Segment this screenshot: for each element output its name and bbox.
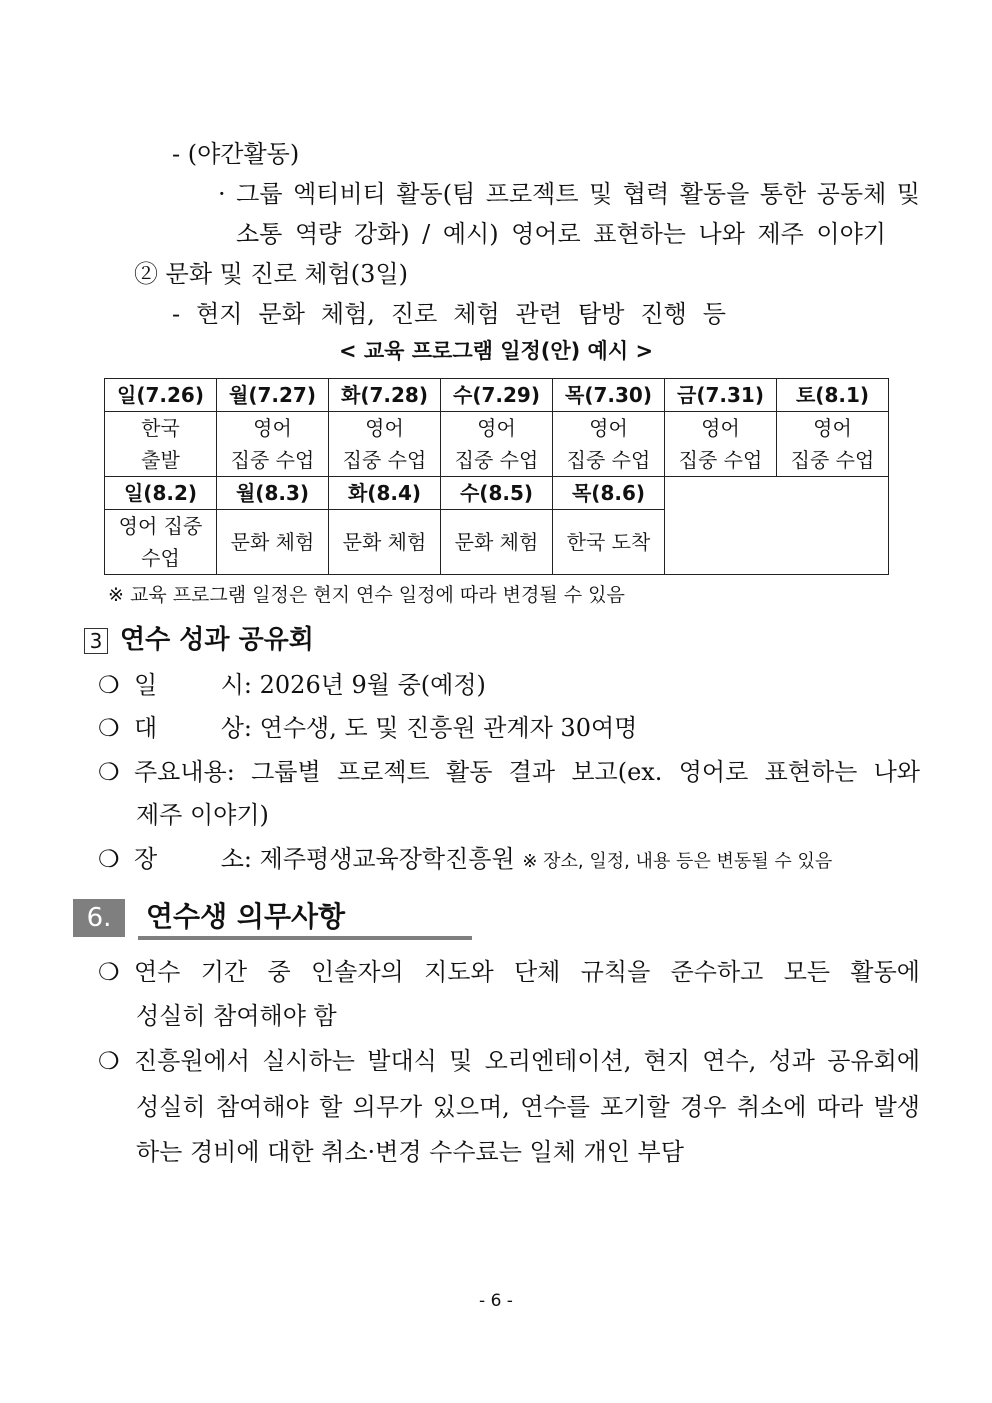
activity-cell: 문화 체험: [217, 510, 329, 575]
sharing-target-row: [98, 711, 637, 745]
table-row: [105, 477, 889, 510]
duty-item-2-line-1: 진흥원에서 실시하는 발대식 및 오리엔테이션, 현지 연수, 성과 공유회에: [134, 1047, 920, 1075]
empty-cell: [665, 477, 889, 575]
page-number: - 6 -: [479, 1291, 513, 1311]
activity-line: 집중 수업: [454, 448, 539, 472]
activity-cell: 문화 체험: [329, 510, 441, 575]
day-cell: 화(8.4): [329, 477, 441, 510]
culture-detail: - 현지 문화 체험, 진로 체험 관련 탐방 진행 등: [172, 300, 726, 328]
section-title-underline: [138, 936, 472, 940]
date-value: 2026년 9월 중(예정): [259, 671, 486, 699]
activity-cell: [553, 412, 665, 477]
sharing-heading: [84, 622, 314, 658]
bullet-circle-icon: ❍: [98, 958, 120, 986]
day-cell: 토(8.1): [777, 379, 889, 412]
day-cell: 수(7.29): [441, 379, 553, 412]
table-row: [105, 412, 889, 477]
bullet-circle-icon: ❍: [98, 714, 120, 742]
bullet-circle-icon: ❍: [98, 671, 120, 699]
schedule-caption: < 교육 프로그램 일정(안) 예시 >: [338, 339, 654, 363]
section-title: 연수생 의무사항: [146, 900, 346, 933]
date-label: 일 시:: [134, 671, 252, 699]
activity-line: 영어 집중: [118, 514, 203, 538]
activity-cell: 한국 도착: [553, 510, 665, 575]
day-cell: 일(7.26): [105, 379, 217, 412]
sharing-content-row: [98, 755, 920, 789]
day-cell: 목(7.30): [553, 379, 665, 412]
activity-line: 한국: [141, 416, 180, 440]
content-value-line-2: 제주 이야기): [136, 801, 269, 829]
day-cell: 화(7.28): [329, 379, 441, 412]
activity-cell: [441, 412, 553, 477]
sharing-title: 연수 성과 공유회: [120, 625, 314, 655]
activity-line: 영어: [701, 416, 740, 440]
target-value: 연수생, 도 및 진흥원 관계자 30여명: [259, 714, 638, 742]
place-label: 장 소:: [134, 845, 252, 873]
section-number-box: 3: [84, 628, 108, 654]
place-value: 제주평생교육장학진흥원: [259, 845, 515, 873]
activity-line: 영어: [365, 416, 404, 440]
activity-cell: [105, 412, 217, 477]
schedule-note: ※ 교육 프로그램 일정은 현지 연수 일정에 따라 변경될 수 있음: [108, 584, 625, 606]
duty-item-1: [98, 955, 920, 989]
activity-line: 출발: [141, 448, 180, 472]
bullet-circle-icon: ❍: [98, 758, 120, 786]
activity-cell: [105, 510, 217, 575]
day-cell: 수(8.5): [441, 477, 553, 510]
night-activity-heading: - (야간활동): [172, 140, 300, 168]
group-activity-line-2: 소통 역량 강화) / 예시) 영어로 표현하는 나와 제주 이야기: [236, 220, 886, 248]
activity-line: 수업: [141, 546, 180, 570]
day-cell: 월(7.27): [217, 379, 329, 412]
day-cell: 일(8.2): [105, 477, 217, 510]
activity-cell: [329, 412, 441, 477]
duty-item-1-line-2: 성실히 참여해야 함: [136, 1002, 337, 1030]
activity-cell: [777, 412, 889, 477]
activity-line: 집중 수업: [678, 448, 763, 472]
activity-line: 영어: [477, 416, 516, 440]
section-number-badge: 6.: [73, 899, 125, 937]
activity-line: 집중 수업: [230, 448, 315, 472]
activity-line: 영어: [253, 416, 292, 440]
duty-item-2-line-2: 성실히 참여해야 할 의무가 있으며, 연수를 포기할 경우 취소에 따라 발생: [136, 1093, 920, 1121]
content-value-line-1: 그룹별 프로젝트 활동 결과 보고(ex. 영어로 표현하는 나와: [251, 758, 920, 786]
bullet-circle-icon: ❍: [98, 1047, 120, 1075]
day-cell: 목(8.6): [553, 477, 665, 510]
activity-cell: 문화 체험: [441, 510, 553, 575]
day-cell: 월(8.3): [217, 477, 329, 510]
activity-line: 영어: [589, 416, 628, 440]
duty-item-2: [98, 1044, 920, 1078]
activity-line: 집중 수업: [790, 448, 875, 472]
sharing-date-row: [98, 668, 486, 702]
schedule-table: [104, 378, 889, 575]
duty-item-2-line-3: 하는 경비에 대한 취소·변경 수수료는 일체 개인 부담: [136, 1138, 684, 1166]
activity-cell: [665, 412, 777, 477]
target-label: 대 상:: [134, 714, 252, 742]
place-note: ※ 장소, 일정, 내용 등은 변동될 수 있음: [522, 851, 833, 872]
bullet-circle-icon: ❍: [98, 845, 120, 873]
activity-line: 집중 수업: [342, 448, 427, 472]
duty-item-1-line-1: 연수 기간 중 인솔자의 지도와 단체 규칙을 준수하고 모든 활동에: [134, 958, 920, 986]
activity-cell: [217, 412, 329, 477]
culture-heading: ② 문화 및 진로 체험(3일): [134, 260, 408, 288]
sharing-place-row: [98, 842, 832, 879]
activity-line: 영어: [813, 416, 852, 440]
content-label: 주요내용:: [134, 758, 235, 786]
group-activity-line-1: · 그룹 엑티비티 활동(팀 프로젝트 및 협력 활동을 통한 공동체 및: [218, 180, 920, 208]
day-cell: 금(7.31): [665, 379, 777, 412]
table-row: [105, 379, 889, 412]
activity-line: 집중 수업: [566, 448, 651, 472]
